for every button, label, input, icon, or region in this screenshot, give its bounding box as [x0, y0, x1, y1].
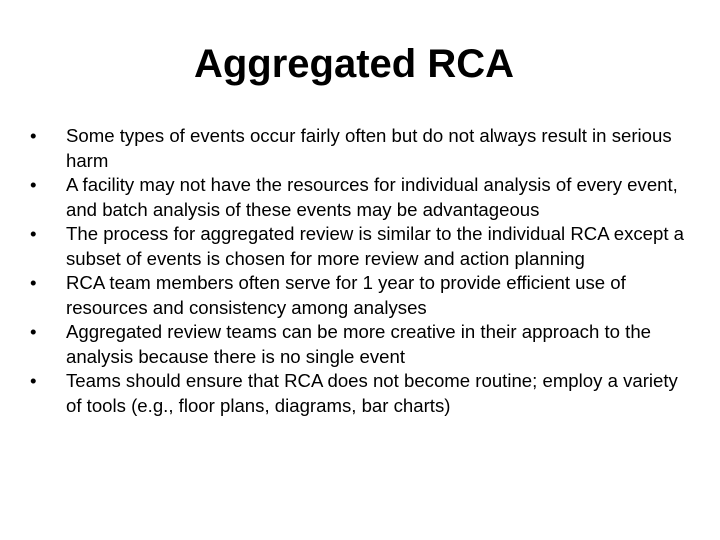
- bullet-icon: •: [30, 125, 37, 146]
- bullet-item: [30, 369, 690, 418]
- bullet-icon: •: [30, 223, 37, 244]
- slide-title: Aggregated RCA: [193, 42, 515, 86]
- bullet-icon: •: [30, 174, 37, 195]
- bullet-text: RCA team members often serve for 1 year to provide efficient use of resources and consistency among analyses: [66, 272, 626, 318]
- bullet-icon: •: [30, 272, 37, 293]
- bullet-icon: •: [30, 370, 37, 391]
- bullet-item: [30, 124, 690, 173]
- bullet-text: Teams should ensure that RCA does not become routine; employ a variety of tools (e.g., floor plans, diagrams, bar charts): [66, 370, 678, 416]
- bullet-icon: •: [30, 321, 37, 342]
- bullet-item: [30, 173, 690, 222]
- bullet-text: The process for aggregated review is similar to the individual RCA except a subset of events is chosen for more review and action planning: [66, 223, 685, 269]
- bullet-text: A facility may not have the resources for individual analysis of every event, and batch analysis of these events may be advantageous: [66, 174, 678, 220]
- bullet-item: [30, 320, 690, 369]
- bullet-list: [30, 124, 690, 418]
- bullet-text: Some types of events occur fairly often but do not always result in serious harm: [66, 125, 672, 171]
- bullet-item: [30, 222, 690, 271]
- bullet-item: [30, 271, 690, 320]
- bullet-text: Aggregated review teams can be more creative in their approach to the analysis because there is no single event: [66, 321, 651, 367]
